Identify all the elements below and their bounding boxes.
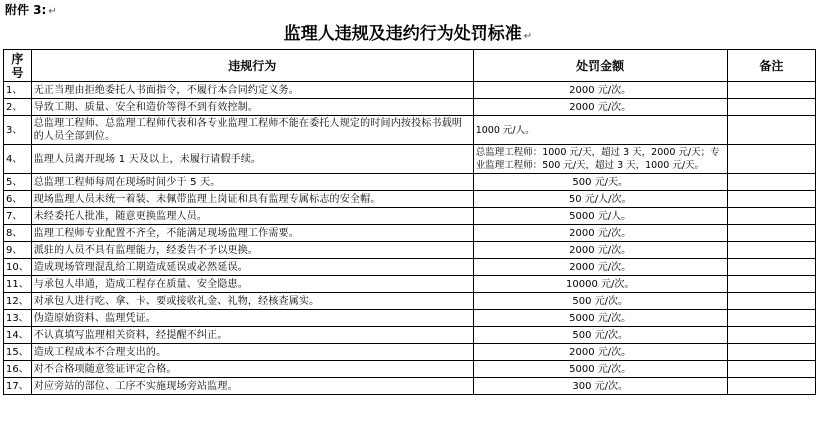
row-violation-cell: 导致工期、质量、安全和造价等得不到有效控制。 — [31, 99, 473, 116]
table-row — [4, 344, 816, 361]
table-row — [4, 225, 816, 242]
row-remark-cell — [727, 208, 815, 225]
header-remark: 备注 — [727, 50, 815, 82]
row-remark-cell — [727, 293, 815, 310]
row-violation-cell: 造成工程成本不合理支出的。 — [31, 344, 473, 361]
table-row — [4, 327, 816, 344]
row-seq-cell: 7、 — [4, 208, 32, 225]
row-seq-cell: 16、 — [4, 361, 32, 378]
row-seq-cell: 11、 — [4, 276, 32, 293]
row-remark-cell — [727, 344, 815, 361]
table-header-row — [4, 50, 816, 82]
row-violation-cell: 伪造原始资料、监理凭证。 — [31, 310, 473, 327]
row-amount-cell: 5000 元/次。 — [473, 310, 727, 327]
page-title-text: 监理人违规及违约行为处罚标准 — [283, 24, 522, 44]
row-seq-cell: 14、 — [4, 327, 32, 344]
table-row — [4, 174, 816, 191]
row-violation-cell: 监理工程师专业配置不齐全，不能满足现场监理工作需要。 — [31, 225, 473, 242]
row-amount-cell: 1000 元/人。 — [473, 116, 727, 145]
row-violation-cell: 总监理工程师、总监理工程师代表和各专业监理工程师不能在委托人规定的时间内按投标书载明的人员全部到位。 — [31, 116, 473, 145]
row-violation-cell: 不认真填写监理相关资料，经提醒不纠正。 — [31, 327, 473, 344]
row-seq-cell: 13、 — [4, 310, 32, 327]
paragraph-mark-icon: ↵ — [523, 31, 533, 42]
row-seq-cell: 10、 — [4, 259, 32, 276]
row-violation-cell: 与承包人串通，造成工程存在质量、安全隐患。 — [31, 276, 473, 293]
row-violation-cell: 对承包人进行吃、拿、卡、要或接收礼金、礼物，经核查属实。 — [31, 293, 473, 310]
row-violation-cell: 未经委托人批准，随意更换监理人员。 — [31, 208, 473, 225]
row-seq-cell: 15、 — [4, 344, 32, 361]
row-violation-cell: 对不合格项随意签证评定合格。 — [31, 361, 473, 378]
row-remark-cell — [727, 82, 815, 99]
row-amount-cell: 2000 元/次。 — [473, 82, 727, 99]
row-amount-cell: 500 元/次。 — [473, 327, 727, 344]
row-violation-cell: 派驻的人员不具有监理能力，经委告不予以更换。 — [31, 242, 473, 259]
table-body — [4, 82, 816, 395]
table-row — [4, 208, 816, 225]
row-amount-cell: 50 元/人/次。 — [473, 191, 727, 208]
row-seq-cell: 4、 — [4, 145, 32, 174]
paragraph-mark-icon: ↵ — [48, 6, 57, 17]
row-remark-cell — [727, 327, 815, 344]
row-remark-cell — [727, 225, 815, 242]
row-amount-cell: 2000 元/次。 — [473, 259, 727, 276]
row-violation-cell: 无正当理由拒绝委托人书面指令，不履行本合同约定义务。 — [31, 82, 473, 99]
row-remark-cell — [727, 99, 815, 116]
row-seq-cell: 3、 — [4, 116, 32, 145]
row-remark-cell — [727, 259, 815, 276]
attachment-label — [5, 1, 57, 18]
row-amount-cell: 2000 元/次。 — [473, 99, 727, 116]
row-seq-cell: 5、 — [4, 174, 32, 191]
row-violation-cell: 现场监理人员未统一着装、未佩带监理上岗证和具有监理专属标志的安全帽。 — [31, 191, 473, 208]
row-amount-cell: 2000 元/次。 — [473, 225, 727, 242]
row-violation-cell: 监理人员离开现场 1 天及以上，未履行请假手续。 — [31, 145, 473, 174]
row-amount-cell: 500 元/天。 — [473, 174, 727, 191]
row-seq-cell: 6、 — [4, 191, 32, 208]
table-row — [4, 259, 816, 276]
table-row — [4, 361, 816, 378]
row-amount-cell: 5000 元/人。 — [473, 208, 727, 225]
row-amount-cell: 2000 元/次。 — [473, 344, 727, 361]
row-amount-cell: 5000 元/次。 — [473, 361, 727, 378]
table-row — [4, 242, 816, 259]
row-amount-cell: 2000 元/次。 — [473, 242, 727, 259]
row-seq-cell: 8、 — [4, 225, 32, 242]
row-amount-cell: 10000 元/次。 — [473, 276, 727, 293]
row-seq-cell: 17、 — [4, 378, 32, 395]
row-remark-cell — [727, 191, 815, 208]
header-seq: 序号 — [4, 50, 32, 82]
row-remark-cell — [727, 378, 815, 395]
row-amount-cell: 300 元/次。 — [473, 378, 727, 395]
row-violation-cell: 造成现场管理混乱给工期造成延误或必然延误。 — [31, 259, 473, 276]
row-remark-cell — [727, 361, 815, 378]
table-row — [4, 116, 816, 145]
penalty-table — [3, 49, 816, 395]
row-remark-cell — [727, 310, 815, 327]
header-violation: 违规行为 — [31, 50, 473, 82]
row-seq-cell: 12、 — [4, 293, 32, 310]
table-row — [4, 293, 816, 310]
header-amount: 处罚金额 — [473, 50, 727, 82]
row-violation-cell: 总监理工程师每周在现场时间少于 5 天。 — [31, 174, 473, 191]
row-amount-cell: 总监理工程师：1000 元/天，超过 3 天，2000 元/天；专业监理工程师：500 元/天，超过 3 天，1000 元/天。 — [473, 145, 727, 174]
row-remark-cell — [727, 174, 815, 191]
row-remark-cell — [727, 145, 815, 174]
table-row — [4, 378, 816, 395]
row-remark-cell — [727, 242, 815, 259]
row-violation-cell: 对应旁站的部位、工序不实施现场旁站监理。 — [31, 378, 473, 395]
table-row — [4, 310, 816, 327]
row-seq-cell: 1、 — [4, 82, 32, 99]
row-remark-cell — [727, 116, 815, 145]
table-row — [4, 82, 816, 99]
attachment-label-text: 附件 3: — [5, 3, 47, 17]
row-remark-cell — [727, 276, 815, 293]
page-title — [0, 19, 816, 44]
table-row — [4, 145, 816, 174]
row-amount-cell: 500 元/次。 — [473, 293, 727, 310]
table-row — [4, 276, 816, 293]
table-row — [4, 191, 816, 208]
row-seq-cell: 2、 — [4, 99, 32, 116]
row-seq-cell: 9、 — [4, 242, 32, 259]
table-row — [4, 99, 816, 116]
